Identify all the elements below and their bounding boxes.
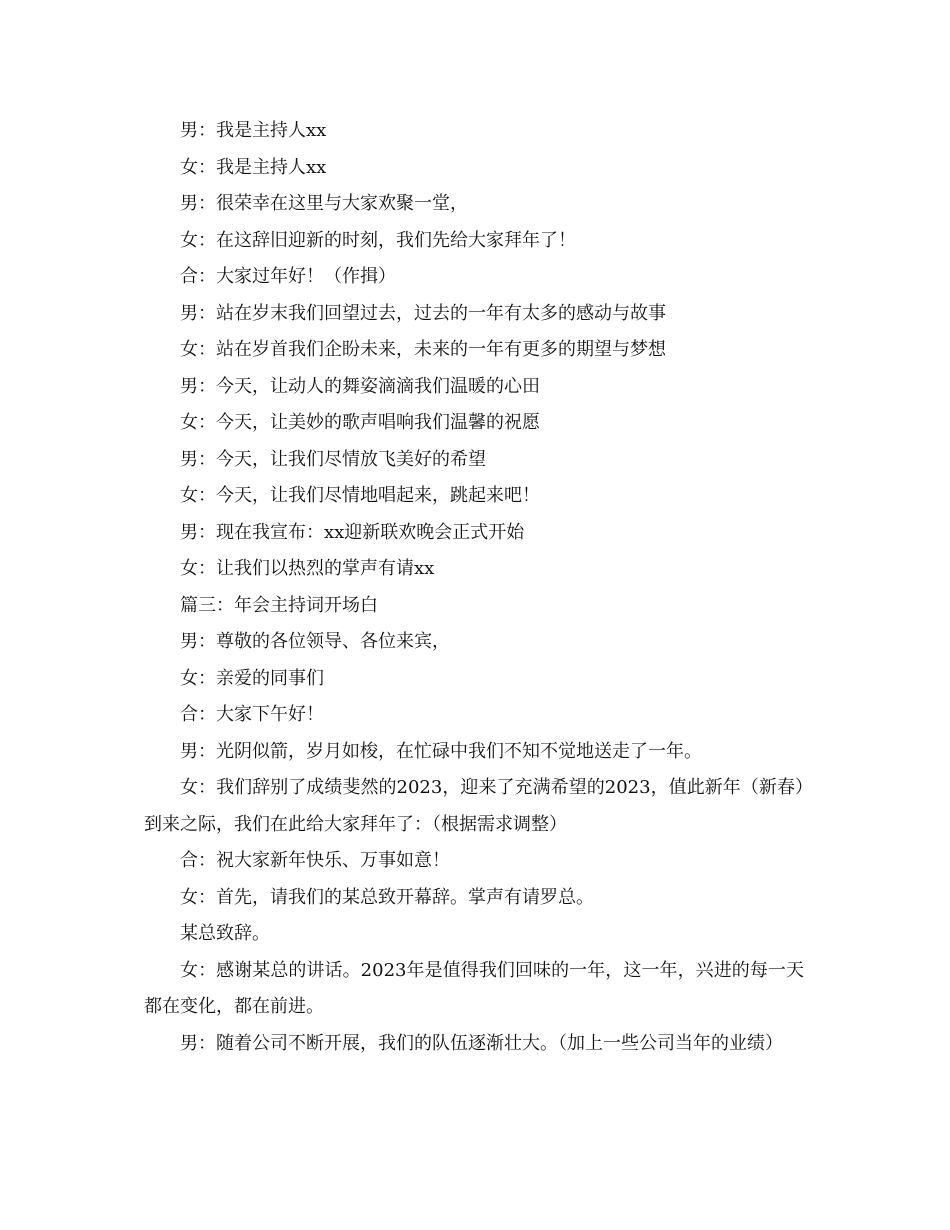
paragraph: 女：我们辞别了成绩斐然的2023，迎来了充满希望的2023，值此新年（新春）到来之际，我们在此给大家拜年了：（根据需求调整）	[144, 777, 804, 835]
paragraph: 合：大家过年好！（作揖）	[180, 266, 396, 287]
paragraph: 女：今天，让我们尽情地唱起来，跳起来吧！	[180, 485, 540, 506]
paragraph: 女：亲爱的同事们	[180, 667, 324, 689]
paragraph: 男：今天，让动人的舞姿滴滴我们温暖的心田	[180, 375, 540, 397]
paragraph: 男：今天，让我们尽情放飞美好的希望	[180, 448, 486, 470]
paragraph: 女：感谢某总的讲话。2023年是值得我们回味的一年，这一年，兴进的每一天都在变化，都在前进。	[144, 959, 804, 1017]
paragraph: 某总致辞。	[180, 923, 270, 944]
paragraph: 女：让我们以热烈的掌声有请xx	[180, 558, 435, 579]
paragraph: 男：现在我宣布：xx迎新联欢晚会正式开始	[180, 521, 525, 543]
paragraph: 女：在这辞旧迎新的时刻，我们先给大家拜年了！	[180, 229, 576, 251]
paragraph: 男：尊敬的各位领导、各位来宾，	[180, 631, 450, 652]
paragraph: 合：大家下午好！	[180, 704, 324, 725]
paragraph: 男：站在岁末我们回望过去，过去的一年有太多的感动与故事	[180, 302, 666, 324]
paragraph: 女：我是主持人xx	[180, 156, 327, 178]
paragraph: 男：随着公司不断开展，我们的队伍逐渐壮大。（加上一些公司当年的业绩）	[180, 1032, 783, 1054]
paragraph: 男：很荣幸在这里与大家欢聚一堂，	[180, 193, 468, 214]
paragraph: 合：祝大家新年快乐、万事如意！	[180, 850, 450, 871]
paragraph: 女：站在岁首我们企盼未来，未来的一年有更多的期望与梦想	[180, 339, 666, 360]
paragraph: 男：光阴似箭，岁月如梭，在忙碌中我们不知不觉地送走了一年。	[180, 740, 702, 762]
paragraph: 男：我是主持人xx	[180, 120, 327, 141]
paragraph: 女：首先，请我们的某总致开幕辞。掌声有请罗总。	[180, 886, 594, 908]
paragraph: 女：今天，让美妙的歌声唱响我们温馨的祝愿	[180, 412, 540, 433]
section-heading: 篇三：年会主持词开场白	[180, 594, 378, 616]
